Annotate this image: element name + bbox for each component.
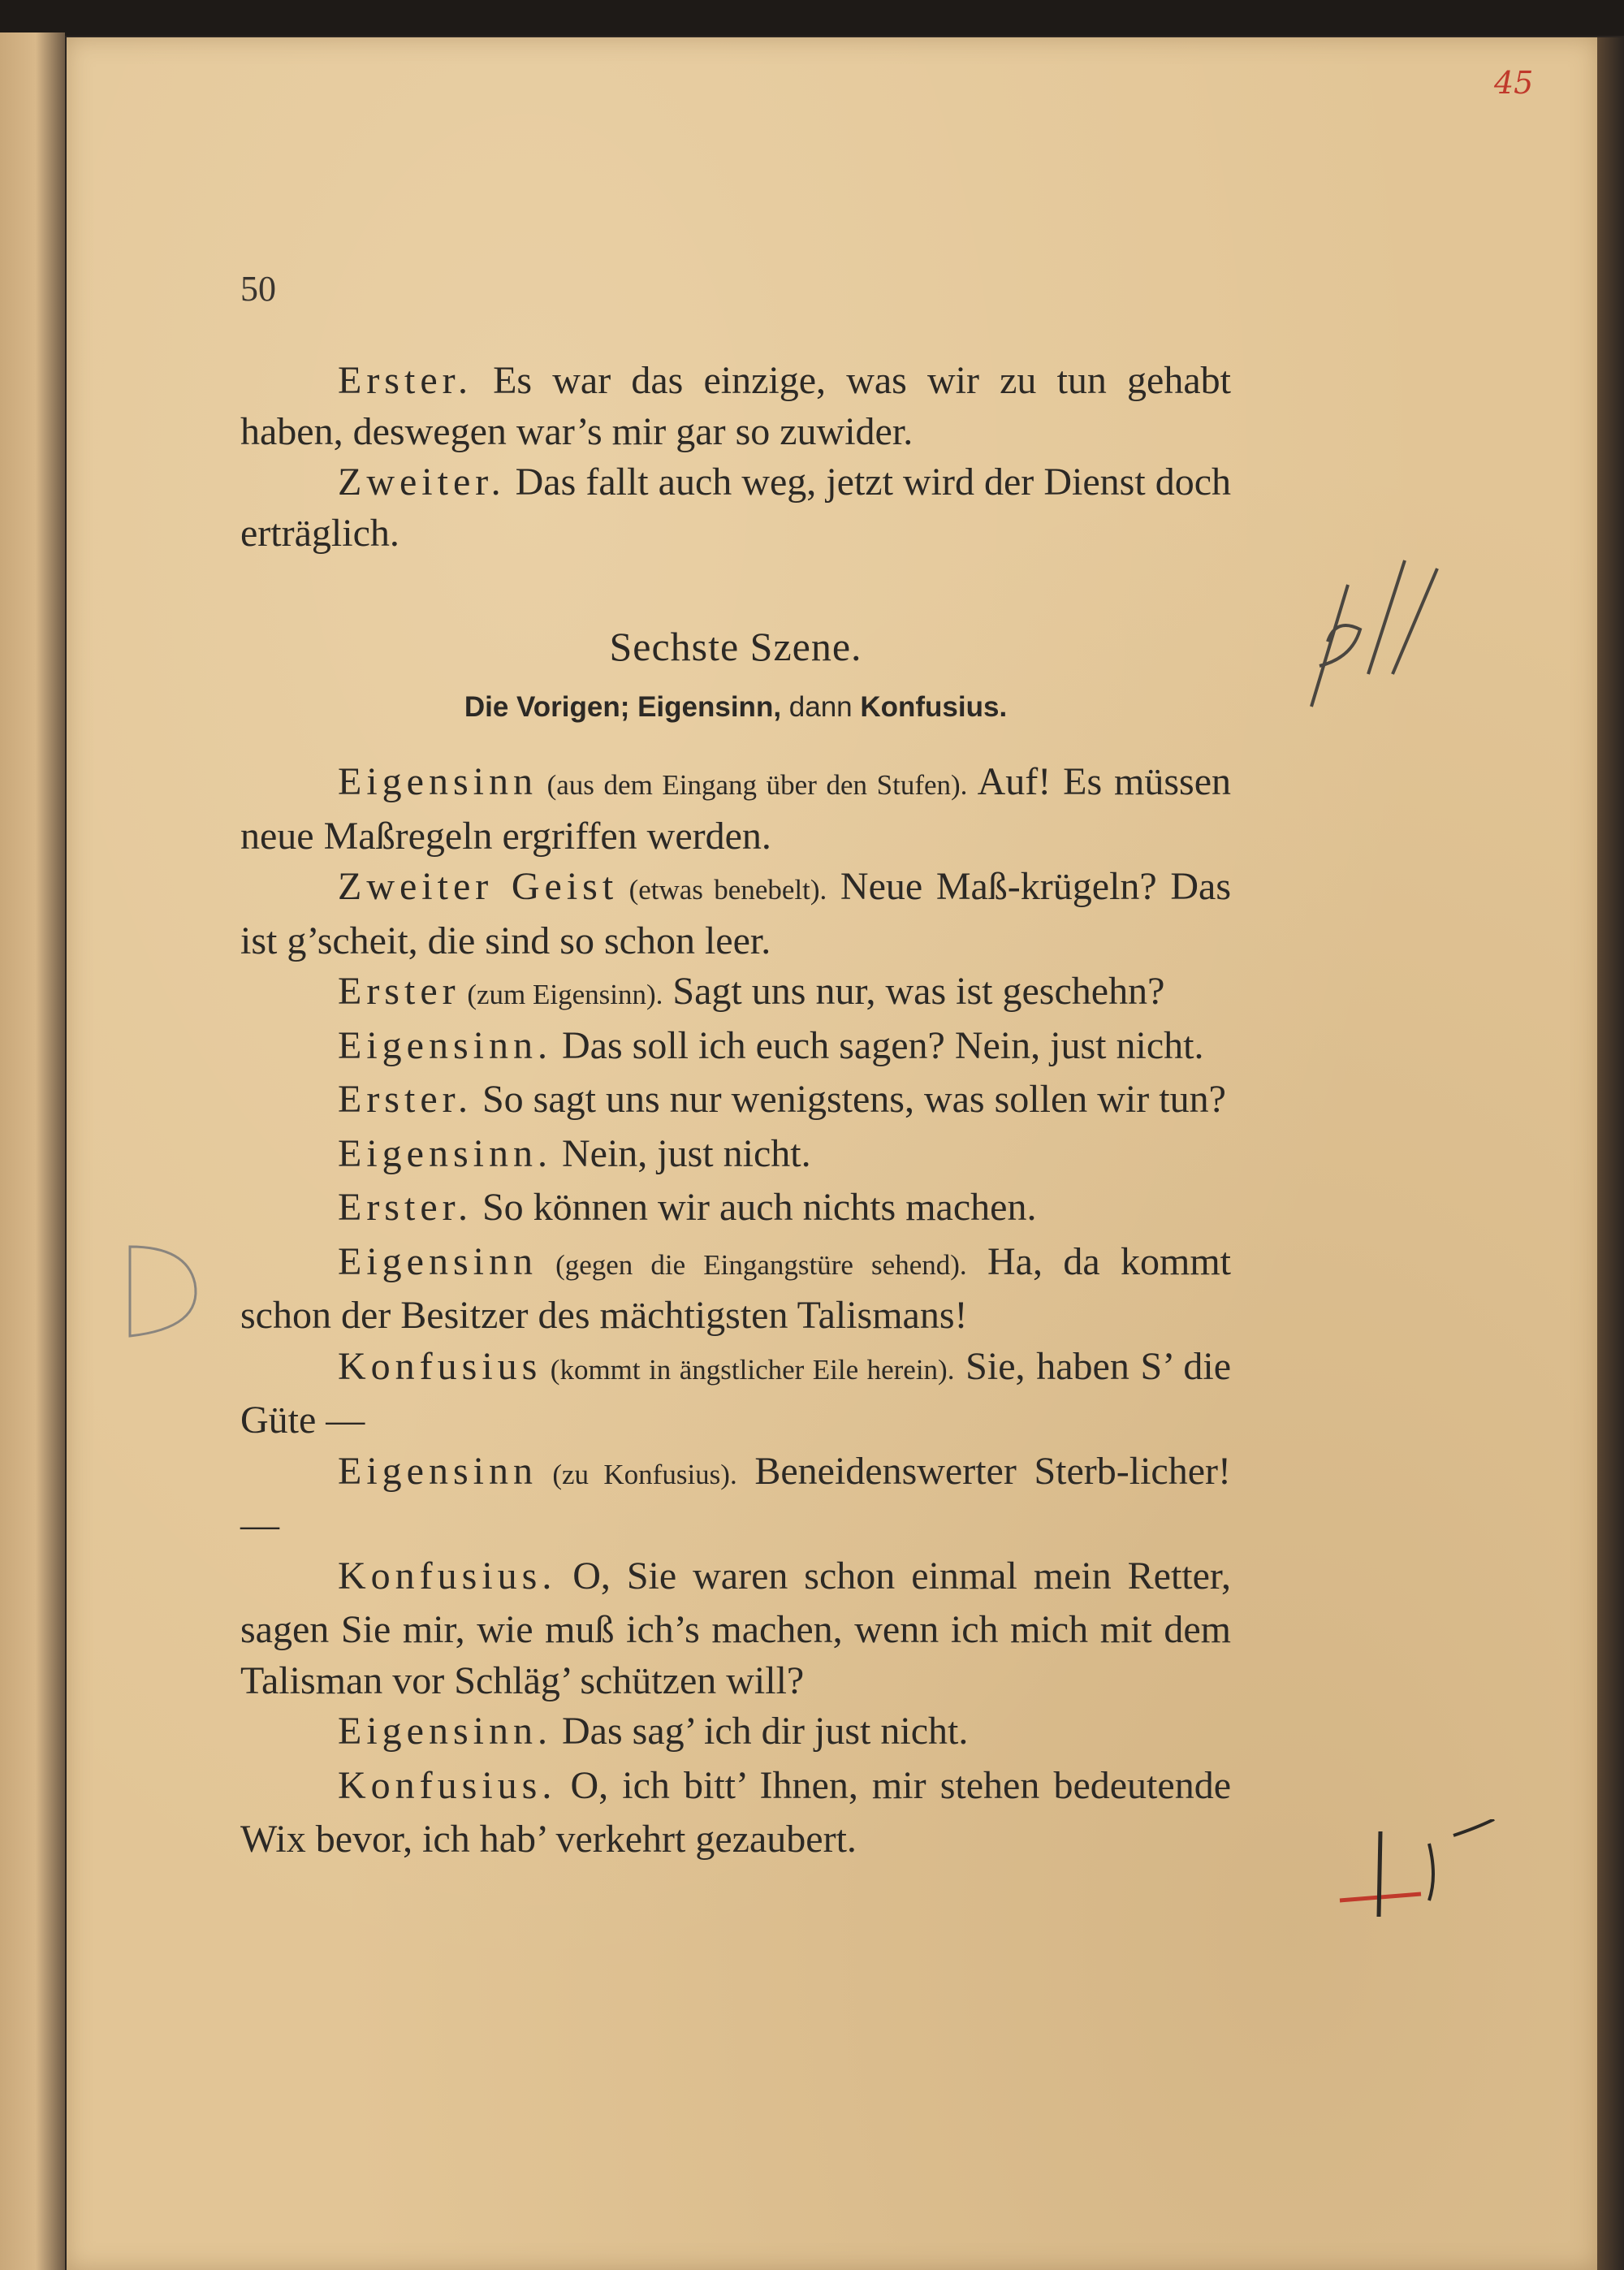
dialogue-line [240, 1129, 1231, 1183]
speaker-name: Eigensinn. [338, 1131, 552, 1175]
speaker-name: Erster. [338, 359, 473, 402]
dialogue-line [240, 1021, 1231, 1075]
speech-text: Sagt uns nur, was ist geschehn? [663, 970, 1165, 1013]
dialogue-line [240, 1551, 1231, 1707]
pencil-folio-number: 45 [1494, 65, 1534, 101]
dialogue-line [240, 1183, 1231, 1237]
speech-text: O, Sie waren schon einmal mein Retter, sagen Sie mir, wie muß ich’s machen, wenn ich mich mit dem Talisman vor Schläg’ schützen will? [240, 1554, 1231, 1702]
speaker-name: Eigensinn. [338, 1023, 552, 1067]
speaker-name: Erster. [338, 1186, 473, 1229]
scene-heading: Sechste Szene. [609, 624, 862, 669]
stage-direction-connector: dann [781, 691, 861, 723]
speaker-name: Eigensinn [338, 1239, 538, 1283]
stage-note: (etwas benebelt). [618, 874, 827, 906]
speech-text: Beneidenswerter Sterb-licher! — [240, 1449, 1231, 1546]
dialogue-line [240, 356, 1231, 457]
dialogue-line [240, 1074, 1231, 1129]
speech-text: Sie, haben S’ die Güte — [240, 1344, 1232, 1442]
speaker-name: Zweiter. [338, 460, 506, 504]
stage-note: (gegen die Eingangstüre sehend). [537, 1248, 967, 1281]
stage-note: (kommt in ängstlicher Eile herein). [542, 1353, 955, 1386]
speaker-name: Konfusius. [338, 1554, 557, 1598]
speech-text: So sagt uns nur wenigstens, was sollen wir tun? [472, 1078, 1226, 1121]
dialogue-line [240, 1237, 1231, 1342]
speaker-name: Eigensinn [338, 1449, 538, 1493]
speech-text: Nein, just nicht. [551, 1131, 811, 1175]
speech-text: So können wir auch nichts machen. [472, 1186, 1037, 1229]
page-number: 50 [240, 269, 276, 309]
stage-direction-characters: Die Vorigen; Eigensinn, [464, 691, 782, 723]
speaker-name: Eigensinn [338, 760, 538, 803]
pencil-annotation-red-mark [1332, 1819, 1510, 1925]
speech-text: Das soll ich euch sagen? Nein, just nicht. [551, 1023, 1204, 1067]
speech-text: Neue Maß-krügeln? Das ist g’scheit, die sind so schon leer. [240, 865, 1231, 962]
pencil-annotation-margin [1303, 552, 1449, 715]
dialogue-line [240, 1706, 1231, 1761]
speaker-name: Erster [338, 970, 460, 1013]
dialogue-line [240, 757, 1231, 862]
speaker-name: Konfusius. [338, 1763, 557, 1807]
speech-text: Das fallt auch weg, jetzt wird der Dienst doch erträglich. [240, 460, 1231, 555]
scanner-top-border [0, 0, 1624, 36]
speaker-name: Erster. [338, 1078, 473, 1121]
speech-text: Ha, da kommt schon der Besitzer des mächtigsten Talismans! [240, 1239, 1231, 1337]
speaker-name: Zweiter Geist [338, 865, 619, 908]
dialogue-line [240, 862, 1231, 966]
book-spine-edge [1597, 37, 1624, 2270]
dialogue-line [240, 1342, 1231, 1446]
speech-text: Auf! Es müssen neue Maßregeln ergriffen werden. [240, 760, 1232, 858]
speech-text: Es war das einzige, was wir zu tun gehabt haben, deswegen war’s mir gar so zuwider. [240, 359, 1231, 453]
dialogue-line [240, 966, 1231, 1021]
speech-text: O, ich bitt’ Ihnen, mir stehen bedeutende Wix bevor, ich hab’ verkehrt gezaubert. [240, 1763, 1231, 1861]
dialogue-line [240, 1761, 1231, 1866]
page-text [240, 356, 1231, 1866]
speech-text: Das sag’ ich dir just nicht. [551, 1710, 969, 1753]
pencil-annotation-d [114, 1239, 211, 1344]
dialogue-line [240, 457, 1231, 559]
stage-note: (zu Konfusius). [537, 1458, 737, 1490]
previous-page-edge [0, 32, 65, 2270]
stage-note: (aus dem Eingang über den Stufen). [537, 769, 968, 801]
stage-direction [240, 679, 1231, 736]
speaker-name: Eigensinn. [338, 1710, 552, 1753]
stage-direction-entering: Konfusius. [860, 691, 1008, 723]
speaker-name: Konfusius [338, 1344, 542, 1388]
dialogue-line [240, 1446, 1231, 1551]
stage-note: (zum Eigensinn). [460, 979, 663, 1010]
